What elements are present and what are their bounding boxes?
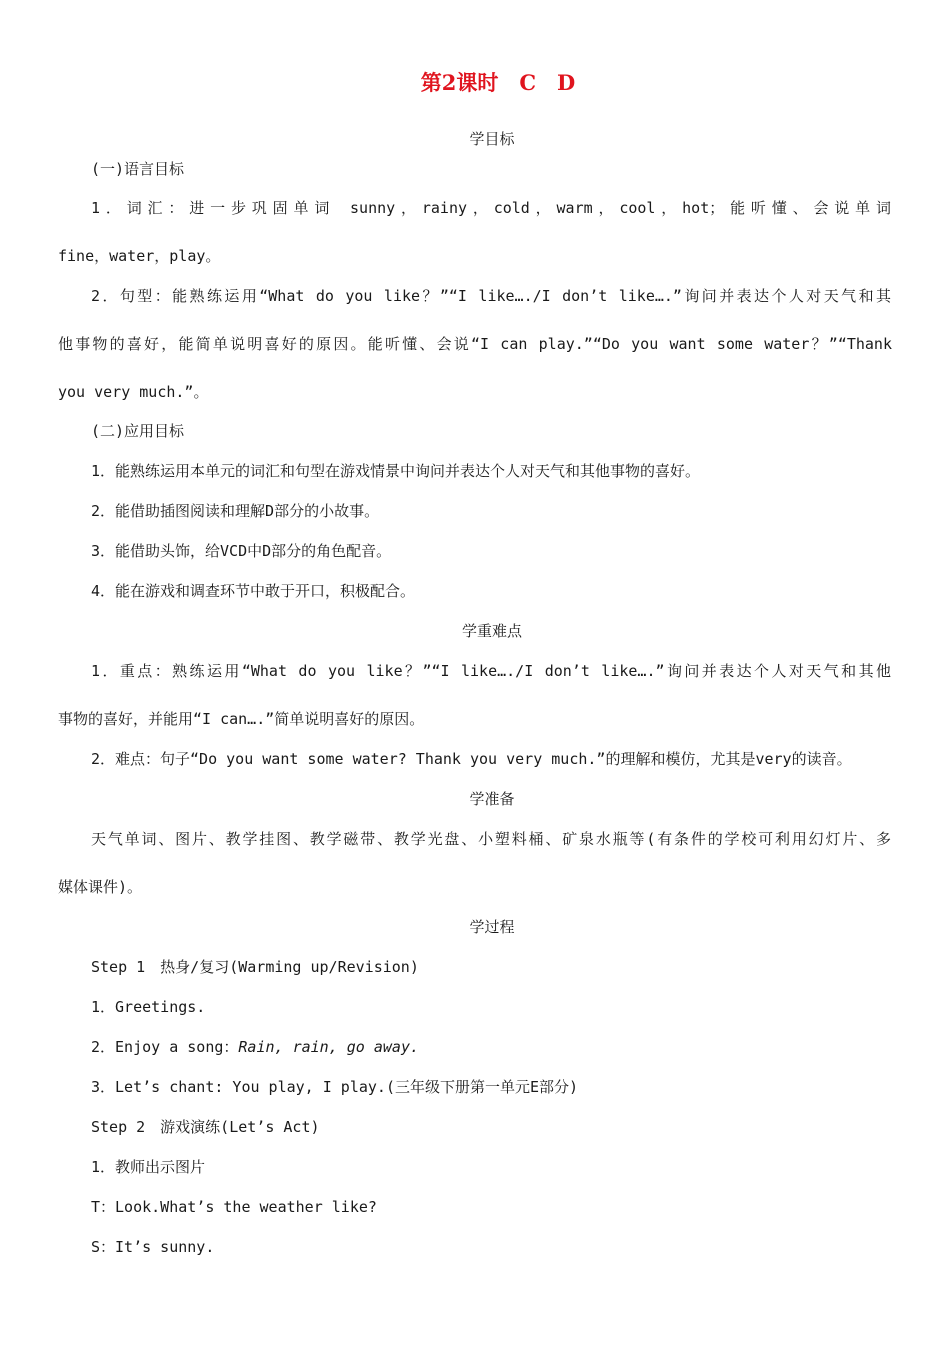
section-heading-preparation: 学准备 (469, 790, 515, 808)
application-goals-heading: (二)应用目标 (91, 422, 185, 440)
process-item-greetings: 1．Greetings. (91, 998, 206, 1016)
preparation-line2: 媒体课件)。 (58, 878, 143, 896)
teacher-line: T：Look.What’s the weather like? (91, 1198, 377, 1216)
sentence-goal-line1: 2．句型：能熟练运用“What do you like？”“I like….∕I don’t like….”询问并表达个人对天气和其 (91, 287, 891, 305)
student-line: S：It’s sunny. (91, 1238, 215, 1256)
vocab-goal-line2: fine，water，play。 (58, 247, 221, 265)
process-item-song (91, 1036, 419, 1058)
language-goals-heading: (一)语言目标 (91, 160, 185, 178)
difficulty-line: 2．难点：句子“Do you want some water? Thank you very much.”的理解和模仿，尤其是very的读音。 (91, 750, 852, 768)
section-heading-key-points: 学重难点 (461, 622, 522, 640)
process-item-show-pictures: 1．教师出示图片 (91, 1158, 206, 1176)
focus-line1: 1．重点：熟练运用“What do you like？”“I like….∕I don’t like….”询问并表达个人对天气和其他 (91, 662, 891, 680)
application-goal-3: 3．能借助头饰，给VCD中D部分的角色配音。 (91, 542, 392, 560)
step2-heading: Step 2 游戏演练(Let’s Act) (91, 1118, 320, 1136)
song-title: Rain, rain, go away. (238, 1038, 420, 1056)
section-heading-goals: 学目标 (469, 130, 515, 148)
sentence-goal-line2: 他事物的喜好，能简单说明喜好的原因。能听懂、会说“I can play.”“Do you want some water？”“Thank (58, 335, 892, 353)
vocab-goal-line1: 1．词汇：进一步巩固单词 sunny，rainy，cold，warm，cool，hot；能听懂、会说单词 (91, 199, 891, 217)
application-goal-2: 2．能借助插图阅读和理解D部分的小故事。 (91, 502, 380, 520)
sentence-goal-line3: you very much.”。 (58, 383, 209, 401)
step1-heading: Step 1 热身∕复习(Warming up∕Revision) (91, 958, 419, 976)
page-title: 第2课时 C D (420, 70, 576, 95)
process-item-chant: 3．Let’s chant: You play, I play.(三年级下册第一单元E部分) (91, 1078, 579, 1096)
preparation-line1: 天气单词、图片、教学挂图、教学磁带、教学光盘、小塑料桶、矿泉水瓶等(有条件的学校可利用幻灯片、多 (91, 830, 891, 848)
section-heading-process: 学过程 (469, 918, 515, 936)
application-goal-1: 1．能熟练运用本单元的词汇和句型在游戏情景中询问并表达个人对天气和其他事物的喜好。 (91, 462, 701, 480)
application-goal-4: 4．能在游戏和调查环节中敢于开口，积极配合。 (91, 582, 416, 600)
song-prefix: 2．Enjoy a song： (91, 1038, 239, 1056)
focus-line2: 事物的喜好，并能用“I can….”简单说明喜好的原因。 (58, 710, 425, 728)
